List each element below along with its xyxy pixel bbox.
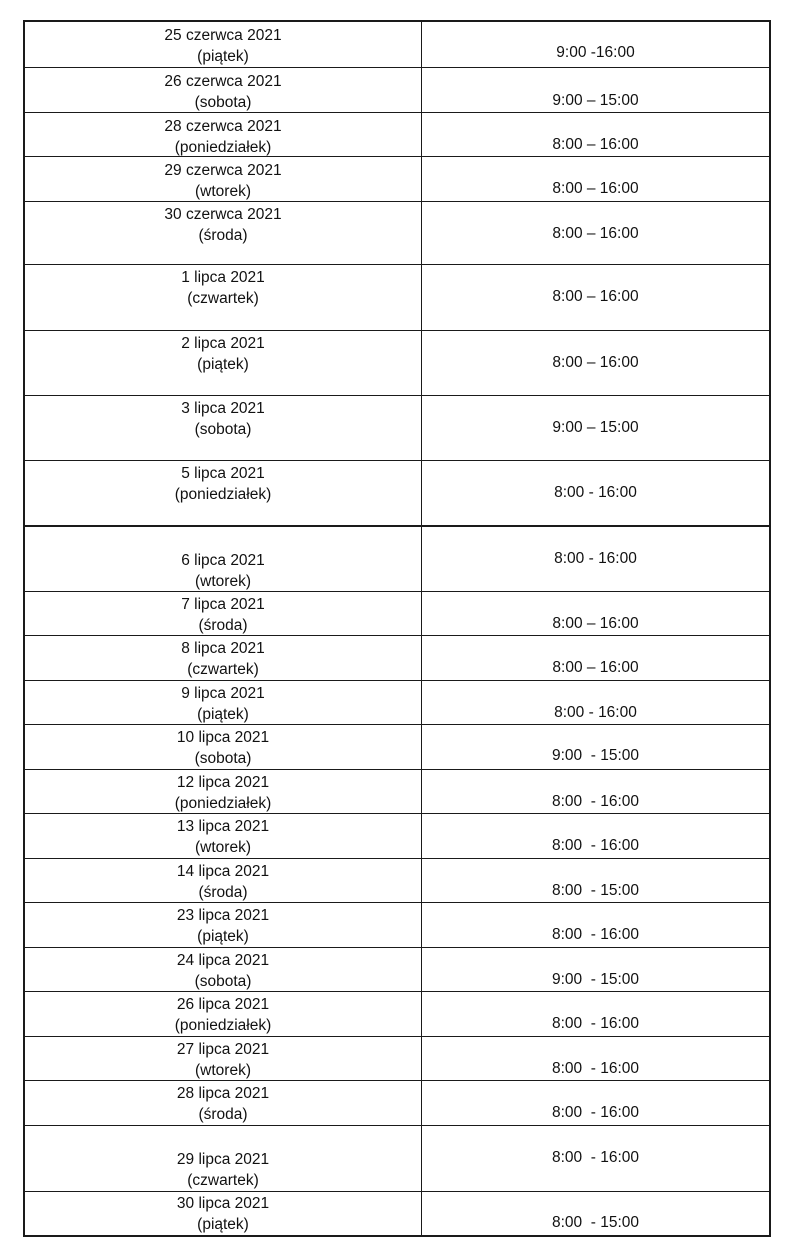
table-row	[25, 1036, 769, 1080]
date-cell	[25, 859, 422, 902]
time-text: 8:00 - 16:00	[554, 550, 637, 567]
weekday-text: (czwartek)	[187, 661, 259, 678]
date-cell	[25, 396, 422, 460]
weekday-text: (środa)	[198, 617, 248, 634]
time-cell	[422, 1126, 769, 1191]
time-text: 8:00 – 16:00	[552, 354, 639, 371]
date-cell	[25, 770, 422, 813]
date-cell	[25, 636, 422, 680]
date-text: 28 czerwca 2021	[164, 118, 282, 135]
date-cell	[25, 814, 422, 858]
time-text: 8:00 – 16:00	[552, 225, 639, 242]
time-text: 9:00 – 15:00	[552, 92, 639, 109]
date-text: 2 lipca 2021	[181, 335, 265, 352]
time-cell	[422, 814, 769, 858]
date-cell	[25, 592, 422, 635]
date-cell	[25, 68, 422, 112]
time-text: 9:00 -16:00	[556, 44, 635, 61]
time-cell	[422, 681, 769, 724]
time-text: 8:00 - 16:00	[551, 1149, 640, 1166]
date-text: 1 lipca 2021	[181, 269, 265, 286]
time-text: 8:00 - 16:00	[551, 1060, 640, 1077]
weekday-text: (wtorek)	[195, 1062, 251, 1079]
table-row	[25, 991, 769, 1036]
weekday-text: (piątek)	[197, 928, 249, 945]
date-text: 13 lipca 2021	[176, 818, 270, 835]
schedule-table	[23, 20, 771, 1237]
time-cell	[422, 265, 769, 330]
weekday-text: (sobota)	[194, 750, 252, 767]
table-row	[25, 635, 769, 680]
table-row	[25, 724, 769, 769]
date-text: 5 lipca 2021	[181, 465, 265, 482]
table-row	[25, 156, 769, 201]
time-text: 8:00 – 16:00	[552, 136, 639, 153]
weekday-text: (środa)	[198, 227, 248, 244]
time-cell	[422, 725, 769, 769]
date-text: 14 lipca 2021	[176, 863, 270, 880]
time-cell	[422, 157, 769, 201]
weekday-text: (piątek)	[197, 706, 249, 723]
time-cell	[422, 396, 769, 460]
date-cell	[25, 1126, 422, 1191]
weekday-text: (czwartek)	[187, 1172, 259, 1189]
time-cell	[422, 903, 769, 947]
table-row	[25, 858, 769, 902]
weekday-text: (sobota)	[194, 973, 252, 990]
date-cell	[25, 725, 422, 769]
time-text: 8:00 - 16:00	[551, 837, 640, 854]
date-cell	[25, 22, 422, 67]
date-text: 28 lipca 2021	[176, 1085, 270, 1102]
time-text: 8:00 - 16:00	[554, 704, 637, 721]
table-row	[25, 460, 769, 525]
date-cell	[25, 903, 422, 947]
weekday-text: (piątek)	[197, 1216, 249, 1233]
date-cell	[25, 202, 422, 264]
table-row	[25, 902, 769, 947]
time-text: 9:00 - 15:00	[551, 971, 640, 988]
time-text: 8:00 – 16:00	[552, 615, 639, 632]
date-text: 12 lipca 2021	[176, 774, 270, 791]
weekday-text: (wtorek)	[195, 183, 251, 200]
weekday-text: (piątek)	[197, 356, 249, 373]
table-row	[25, 769, 769, 813]
time-cell	[422, 992, 769, 1036]
time-cell	[422, 948, 769, 991]
weekday-text: (sobota)	[194, 421, 252, 438]
table-row	[25, 525, 769, 591]
table-row	[25, 264, 769, 330]
table-row	[25, 1191, 769, 1235]
date-text: 10 lipca 2021	[176, 729, 270, 746]
date-cell	[25, 527, 422, 591]
time-text: 8:00 - 16:00	[551, 793, 640, 810]
weekday-text: (poniedziałek)	[174, 1017, 272, 1034]
table-row	[25, 395, 769, 460]
time-cell	[422, 859, 769, 902]
table-row	[25, 1125, 769, 1191]
date-text: 26 lipca 2021	[176, 996, 270, 1013]
time-text: 8:00 – 16:00	[552, 288, 639, 305]
date-text: 6 lipca 2021	[181, 552, 265, 569]
time-text: 8:00 - 15:00	[551, 1214, 640, 1231]
table-row	[25, 112, 769, 156]
table-row	[25, 680, 769, 724]
time-text: 8:00 - 16:00	[554, 484, 637, 501]
weekday-text: (środa)	[198, 884, 248, 901]
time-cell	[422, 22, 769, 67]
date-text: 26 czerwca 2021	[164, 73, 282, 90]
weekday-text: (sobota)	[194, 94, 252, 111]
table-row	[25, 1080, 769, 1125]
date-cell	[25, 1081, 422, 1125]
table-row	[25, 67, 769, 112]
weekday-text: (poniedziałek)	[174, 486, 272, 503]
time-cell	[422, 331, 769, 395]
time-cell	[422, 113, 769, 156]
time-text: 8:00 - 15:00	[551, 882, 640, 899]
table-row	[25, 22, 769, 67]
weekday-text: (czwartek)	[187, 290, 259, 307]
date-cell	[25, 461, 422, 525]
date-text: 3 lipca 2021	[181, 400, 265, 417]
time-text: 9:00 – 15:00	[552, 419, 639, 436]
date-cell	[25, 113, 422, 156]
date-text: 25 czerwca 2021	[164, 27, 282, 44]
date-cell	[25, 331, 422, 395]
weekday-text: (poniedziałek)	[174, 139, 272, 156]
weekday-text: (środa)	[198, 1106, 248, 1123]
date-text: 9 lipca 2021	[181, 685, 265, 702]
time-cell	[422, 1037, 769, 1080]
date-cell	[25, 157, 422, 201]
date-text: 23 lipca 2021	[176, 907, 270, 924]
time-text: 8:00 - 16:00	[551, 1104, 640, 1121]
date-text: 30 lipca 2021	[176, 1195, 270, 1212]
table-row	[25, 813, 769, 858]
date-cell	[25, 265, 422, 330]
date-text: 30 czerwca 2021	[164, 206, 282, 223]
date-cell	[25, 1192, 422, 1235]
time-text: 8:00 – 16:00	[552, 659, 639, 676]
time-text: 8:00 - 16:00	[551, 1015, 640, 1032]
time-cell	[422, 461, 769, 525]
date-cell	[25, 681, 422, 724]
date-cell	[25, 948, 422, 991]
time-cell	[422, 1192, 769, 1235]
table-row	[25, 591, 769, 635]
date-text: 29 lipca 2021	[176, 1151, 270, 1168]
date-text: 29 czerwca 2021	[164, 162, 282, 179]
date-text: 8 lipca 2021	[181, 640, 265, 657]
time-cell	[422, 770, 769, 813]
weekday-text: (wtorek)	[195, 573, 251, 590]
time-cell	[422, 202, 769, 264]
time-cell	[422, 527, 769, 591]
time-cell	[422, 1081, 769, 1125]
table-row	[25, 330, 769, 395]
date-text: 24 lipca 2021	[176, 952, 270, 969]
time-cell	[422, 68, 769, 112]
time-text: 9:00 - 15:00	[551, 747, 640, 764]
table-row	[25, 201, 769, 264]
date-cell	[25, 1037, 422, 1080]
table-row	[25, 947, 769, 991]
time-cell	[422, 636, 769, 680]
date-text: 27 lipca 2021	[176, 1041, 270, 1058]
time-text: 8:00 - 16:00	[551, 926, 640, 943]
time-cell	[422, 592, 769, 635]
weekday-text: (poniedziałek)	[174, 795, 272, 812]
time-text: 8:00 – 16:00	[552, 180, 639, 197]
weekday-text: (wtorek)	[195, 839, 251, 856]
date-text: 7 lipca 2021	[181, 596, 265, 613]
weekday-text: (piątek)	[197, 48, 249, 65]
date-cell	[25, 992, 422, 1036]
